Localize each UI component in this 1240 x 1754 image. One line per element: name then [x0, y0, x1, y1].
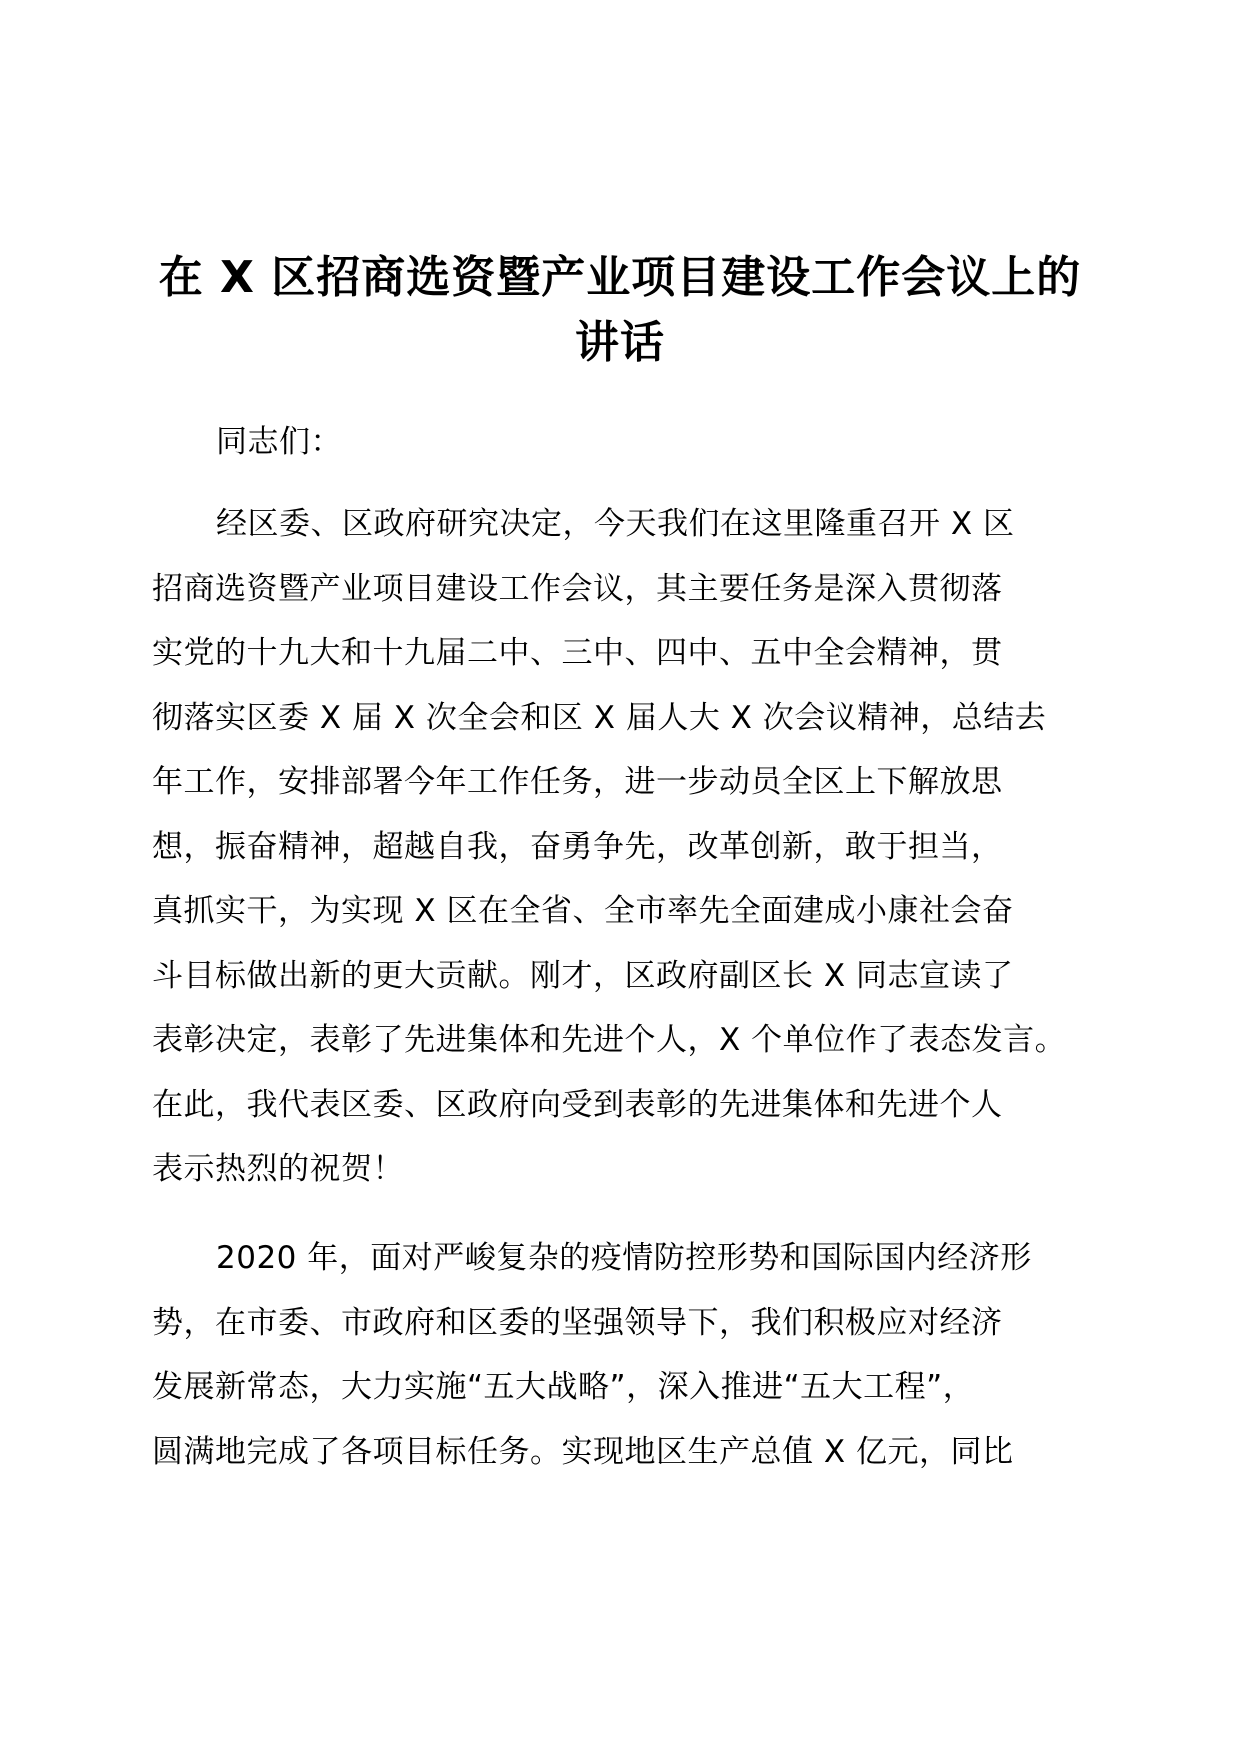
- paragraph-2-line: 圆满地完成了各项目标任务。实现地区生产总值 X 亿元，同比: [152, 1433, 1014, 1470]
- paragraph-1-line: 真抓实干，为实现 X 区在全省、全市率先全面建成小康社会奋: [152, 893, 1014, 929]
- paragraph-1: [152, 492, 1097, 1202]
- paragraph-1-line: 年工作，安排部署今年工作任务，进一步动员全区上下解放思: [152, 764, 1003, 800]
- paragraph-1-line: 在此，我代表区委、区政府向受到表彰的先进集体和先进个人: [152, 1086, 1003, 1123]
- paragraph-1-line: 经区委、区政府研究决定，今天我们在这里隆重召开 X 区: [216, 506, 1015, 542]
- paragraph-1-line: 招商选资暨产业项目建设工作会议，其主要任务是深入贯彻落: [152, 570, 1003, 607]
- salutation: [152, 410, 1097, 475]
- paragraph-2-line: 发展新常态，大力实施“五大战略”，深入推进“五大工程”，: [152, 1369, 975, 1405]
- paragraph-1-line: 斗目标做出新的更大贡献。刚才，区政府副区长 X 同志宣读了: [152, 957, 1014, 994]
- paragraph-1-line: 彻落实区委 X 届 X 次全会和区 X 届人大 X 次会议精神，总结去: [152, 699, 1047, 736]
- paragraph-1-line: 表彰决定，表彰了先进集体和先进个人，X 个单位作了表态发言。: [152, 1022, 1067, 1058]
- document-title-line-2: 讲话: [575, 317, 665, 368]
- paragraph-1-line: 表示热烈的祝贺！: [152, 1151, 404, 1187]
- paragraph-1-line: 实党的十九大和十九届二中、三中、四中、五中全会精神，贯: [152, 635, 1003, 671]
- paragraph-2-line: 2020 年，面对严峻复杂的疫情防控形势和国际国内经济形: [216, 1240, 1032, 1276]
- paragraph-2: [152, 1226, 1097, 1484]
- document-title-line-1: 在 X 区招商选资暨产业项目建设工作会议上的: [158, 252, 1082, 303]
- salutation-text: 同志们：: [216, 424, 342, 460]
- paragraph-2-line: 势，在市委、市政府和区委的坚强领导下，我们积极应对经济: [152, 1304, 1003, 1341]
- paragraph-1-line: 想，振奋精神，超越自我，奋勇争先，改革创新，敢于担当，: [152, 828, 1003, 865]
